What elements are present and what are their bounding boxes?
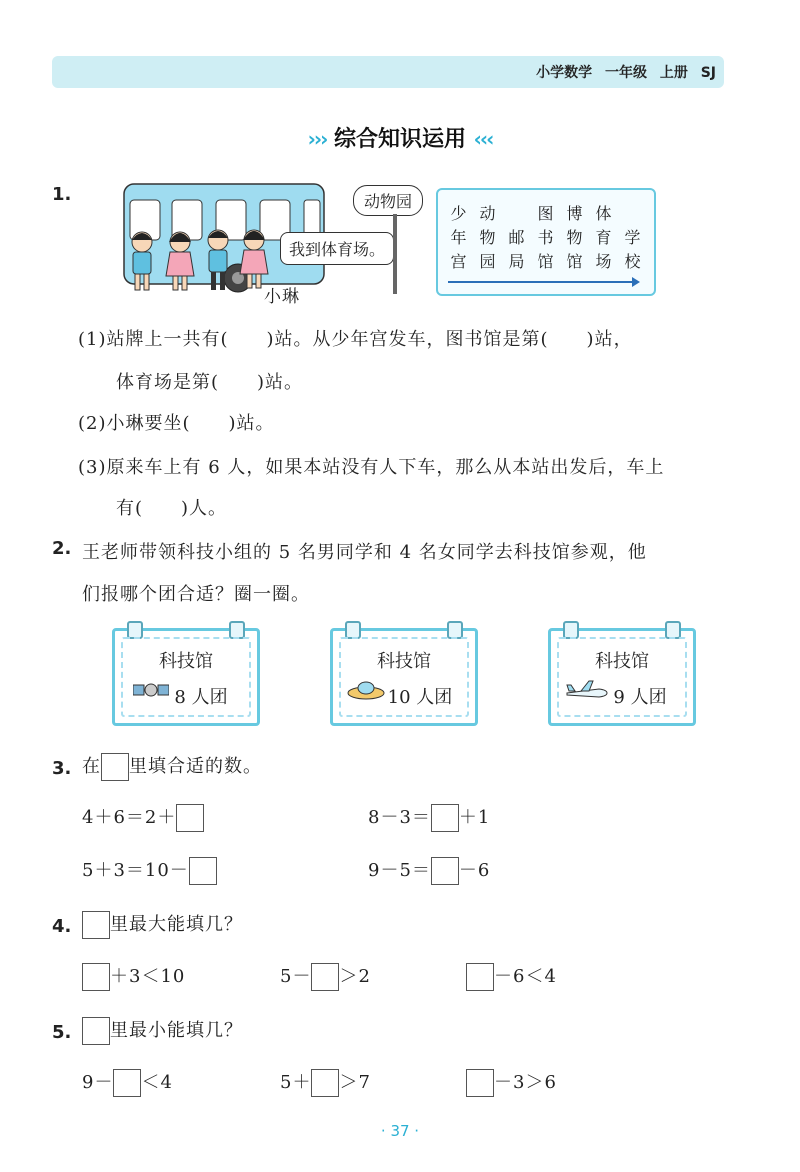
- answer-box[interactable]: [113, 1069, 141, 1097]
- child-name: 小琳: [264, 287, 300, 307]
- q3-eq1: 4＋6＝2＋: [82, 803, 204, 832]
- zoo-sign: 动物园: [353, 185, 423, 216]
- sign-label: 科技馆: [159, 651, 213, 672]
- q4-ineq1: ＋3＜10: [82, 962, 185, 991]
- q5-number: 5.: [52, 1022, 72, 1043]
- q1-line4: (3)原来车上有 6 人，如果本站没有人下车，那么从本站出发后，车上: [78, 457, 665, 478]
- q5-ineq1: 9－ ＜4: [82, 1068, 173, 1097]
- stop-list: [444, 198, 647, 274]
- stop-name: 博 物 馆: [566, 204, 583, 271]
- answer-box[interactable]: [311, 1069, 339, 1097]
- answer-box[interactable]: [176, 804, 204, 832]
- stop-name: 邮 局: [508, 228, 525, 271]
- q2-line1: 王老师带领科技小组的 5 名男同学和 4 名女同学去科技馆参观，他: [82, 542, 647, 563]
- answer-box-sample: [82, 1017, 110, 1045]
- tour-option-10[interactable]: [330, 628, 478, 726]
- q4-ineq2: 5－ ＞2: [280, 962, 371, 991]
- q4-number: 4.: [52, 916, 72, 937]
- bus-stop-board: [436, 188, 656, 296]
- stop-name: 动 物 园: [479, 204, 496, 271]
- stop-name: 少 年 宫: [450, 204, 467, 271]
- section-title-row: [0, 122, 800, 153]
- header-subject: 小学数学: [536, 65, 593, 81]
- q3-post: 里填合适的数。: [129, 756, 262, 777]
- q3-eq4: 9－5＝ －6: [368, 856, 490, 885]
- tour-option-9[interactable]: [548, 628, 696, 726]
- speech-bubble: [280, 232, 394, 265]
- answer-box-sample: [101, 753, 129, 781]
- header-text: [536, 62, 716, 82]
- direction-arrow-icon: [448, 276, 640, 288]
- q3-prompt: [82, 752, 262, 781]
- q3-eq2: 8－3＝ ＋1: [368, 803, 490, 832]
- sign-group: 10 人团: [387, 687, 453, 708]
- q1-line2: 体育场是第( )站。: [116, 372, 304, 393]
- sign-label: 科技馆: [377, 651, 431, 672]
- header-edition: SJ: [700, 65, 716, 81]
- sign-pole: [393, 214, 397, 294]
- q3-pre: 在: [82, 756, 101, 777]
- q4-prompt: [82, 910, 243, 939]
- stop-name: 图 书 馆: [537, 204, 554, 271]
- page-number: · 37 ·: [380, 1122, 420, 1140]
- answer-box[interactable]: [466, 1069, 494, 1097]
- q3-number: 3.: [52, 758, 72, 779]
- q4-post: 里最大能填几？: [110, 914, 243, 935]
- q1-line3: (2)小琳要坐( )站。: [78, 413, 275, 434]
- q3-eq3: 5＋3＝10－: [82, 856, 217, 885]
- speech-text: 我到体育场。: [289, 240, 386, 259]
- chevrons-right-icon: ›››: [307, 127, 327, 151]
- q5-post: 里最小能填几？: [110, 1020, 243, 1041]
- q2-number: 2.: [52, 538, 72, 559]
- answer-box[interactable]: [82, 963, 110, 991]
- q5-ineq2: 5＋ ＞7: [280, 1068, 371, 1097]
- q4-ineq3: －6＜4: [466, 962, 557, 991]
- answer-box[interactable]: [431, 804, 459, 832]
- answer-box[interactable]: [431, 857, 459, 885]
- answer-box[interactable]: [311, 963, 339, 991]
- answer-box[interactable]: [189, 857, 217, 885]
- section-title: 综合知识运用: [333, 127, 466, 152]
- stop-name: 学 校: [624, 228, 641, 271]
- tour-option-8[interactable]: [112, 628, 260, 726]
- chevrons-left-icon: ‹‹‹: [473, 127, 493, 151]
- q5-ineq3: －3＞6: [466, 1068, 557, 1097]
- stop-name: 体 育 场: [595, 204, 612, 271]
- answer-box-sample: [82, 911, 110, 939]
- header-volume: 上册: [659, 65, 688, 81]
- answer-box[interactable]: [466, 963, 494, 991]
- sign-label: 科技馆: [595, 651, 649, 672]
- sign-group: 9 人团: [613, 687, 667, 708]
- sign-group: 8 人团: [174, 687, 228, 708]
- q5-prompt: [82, 1016, 243, 1045]
- q1-number: 1.: [52, 184, 72, 205]
- q1-line5: 有( )人。: [116, 498, 228, 519]
- header-grade: 一年级: [604, 65, 647, 81]
- q1-line1: (1)站牌上一共有( )站。从少年宫发车，图书馆是第( )站，: [78, 329, 633, 350]
- q2-line2: 们报哪个团合适？圈一圈。: [82, 584, 310, 605]
